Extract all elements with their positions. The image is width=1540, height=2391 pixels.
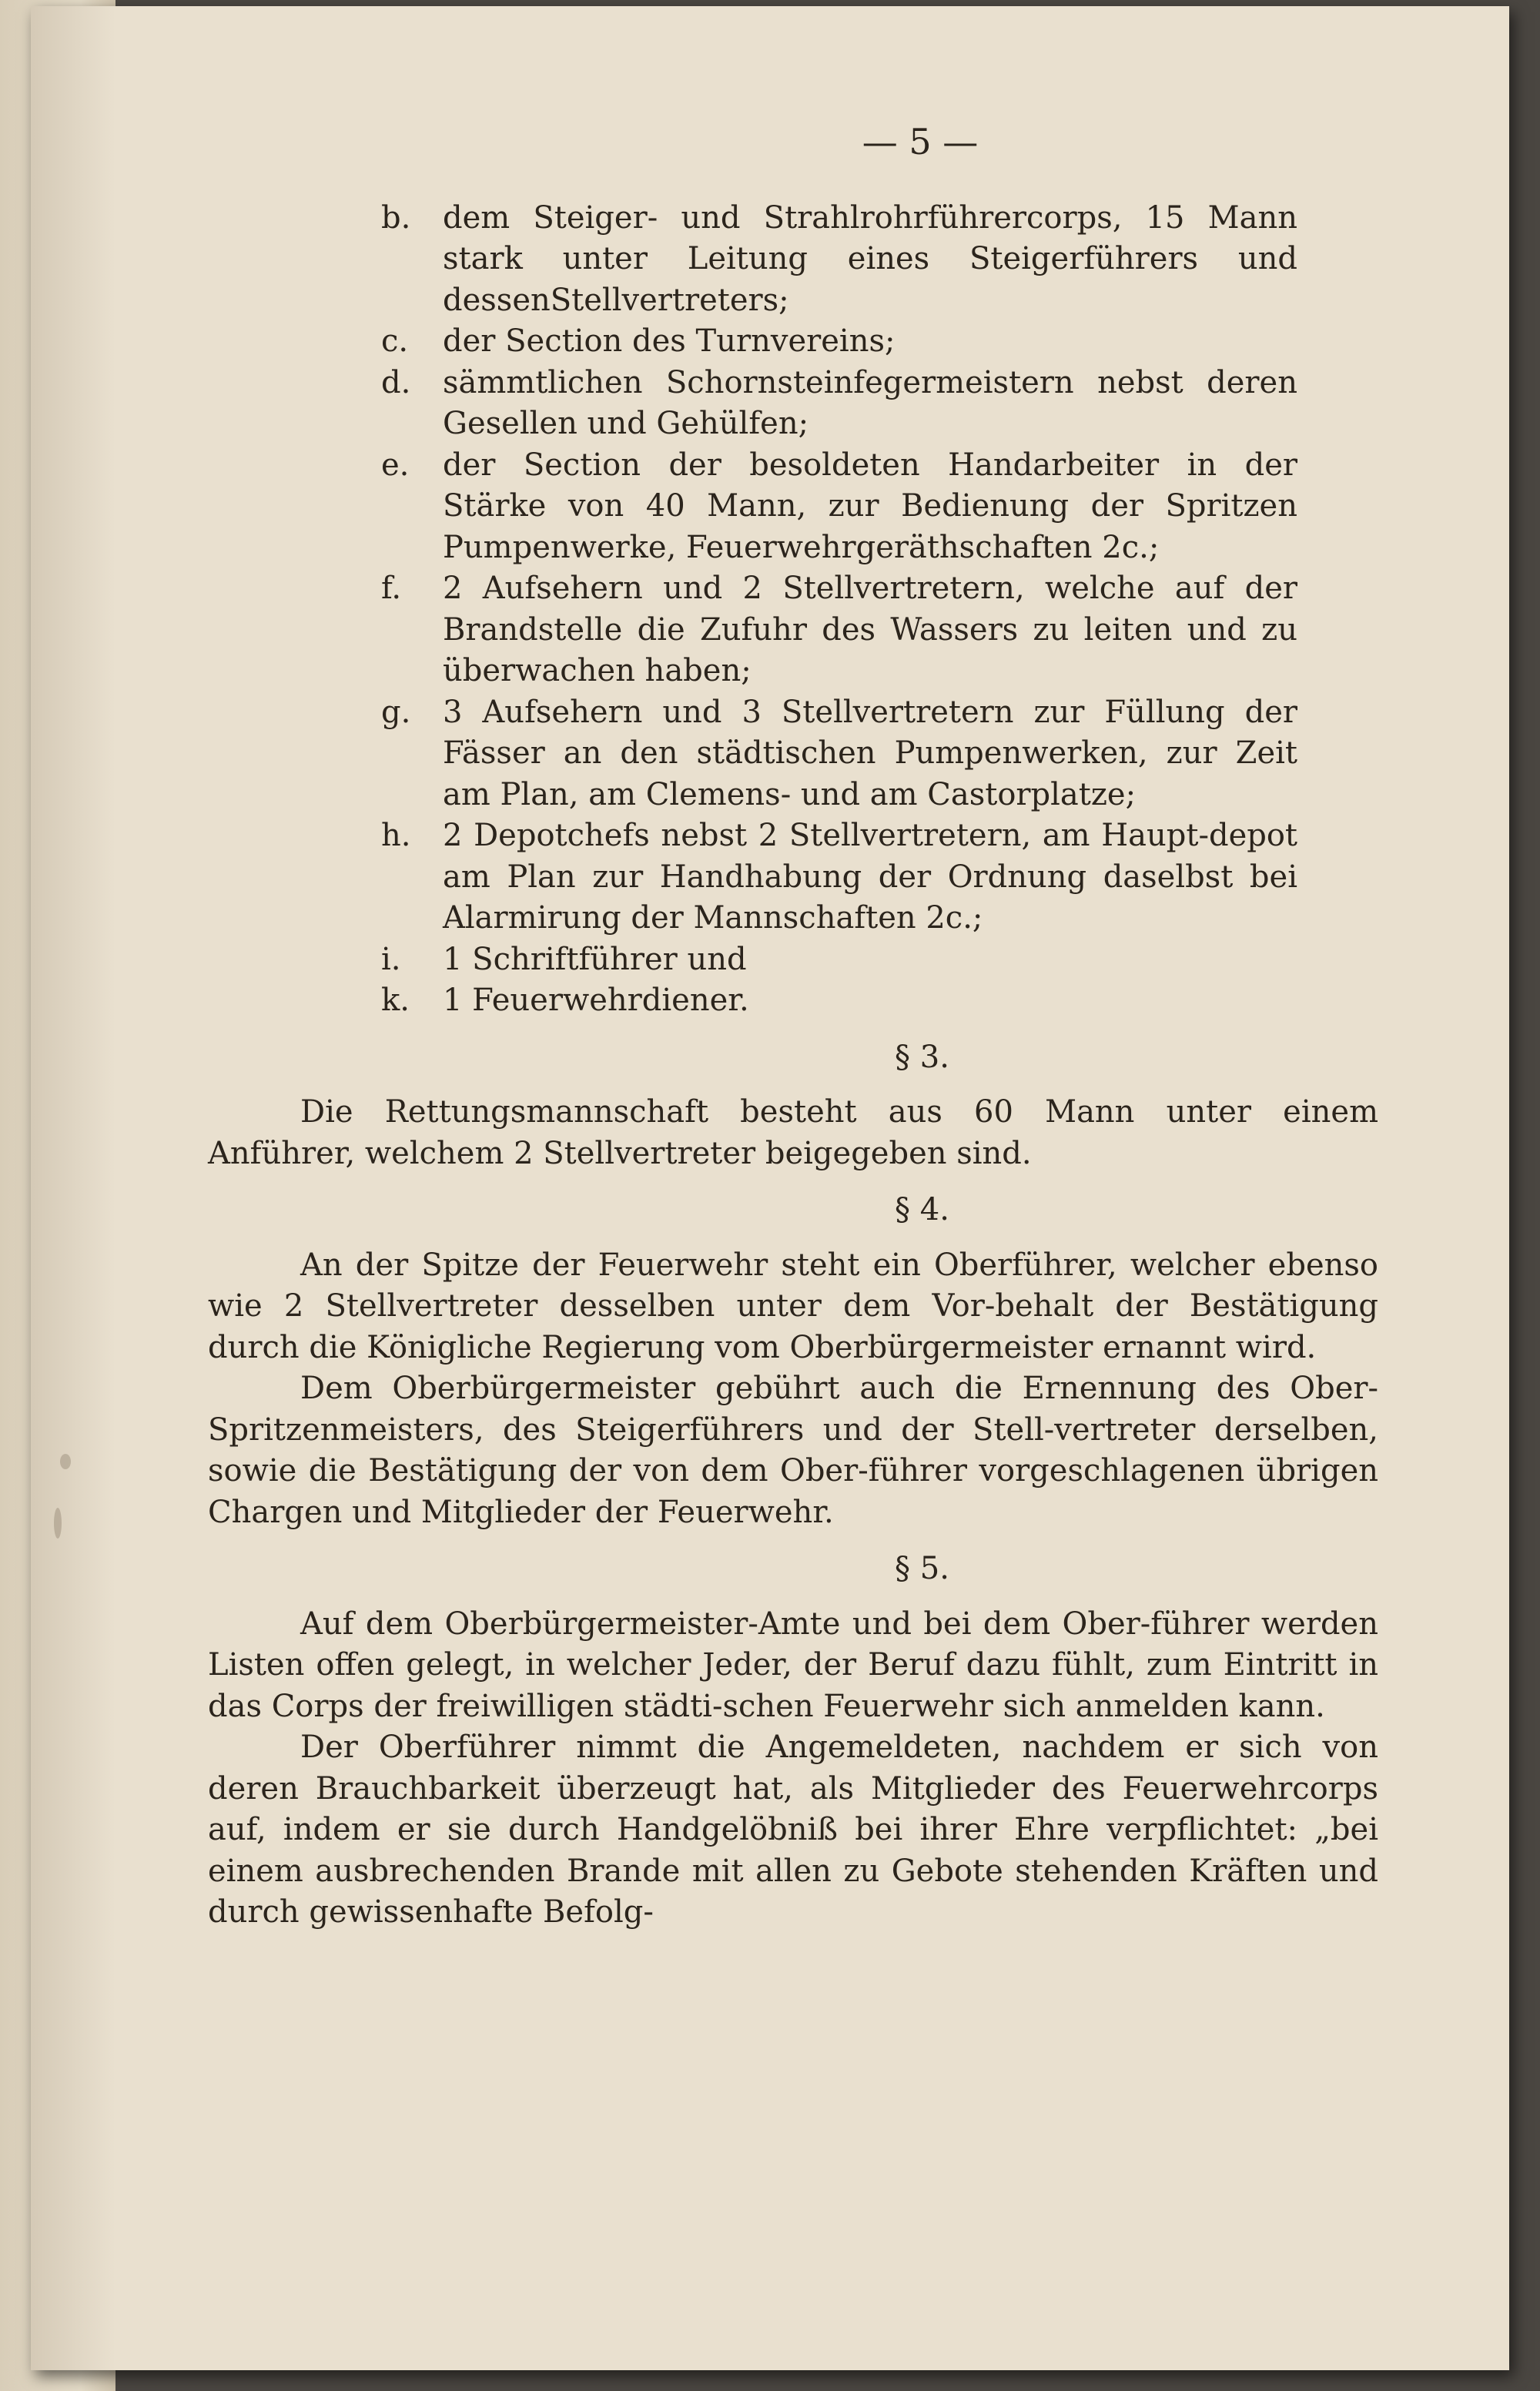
section-heading-5: § 5. <box>895 1551 949 1586</box>
list-item-text: 1 Feuerwehrdiener. <box>443 983 749 1018</box>
enumerated-list <box>381 198 1297 1022</box>
list-item-text: der Section des Turnvereins; <box>443 323 896 359</box>
list-marker: h. <box>381 818 411 853</box>
list-item <box>381 980 1297 1022</box>
list-item-text: der Section der besoldeten Handarbeiter in der Stärke von 40 Mann, zur Bedienung der Spritzen Pumpenwerke, Feuerwehrgeräthschaften 2c.; <box>443 447 1297 565</box>
list-marker: d. <box>381 364 411 400</box>
list-item <box>381 939 1297 981</box>
list-marker: k. <box>381 983 410 1018</box>
list-item <box>381 363 1297 445</box>
paragraph: Der Oberführer nimmt die Angemeldeten, nachdem er sich von deren Brauchbarkeit überzeugt hat, als Mitglieder des Feuerwehrcorps auf, indem er sie durch Handgelöbniß bei ihrer Ehre verpflichtet: „bei einem ausbrechenden Brande mit allen zu Gebote stehenden Kräften und durch gewissenhafte Befolg- <box>208 1730 1378 1930</box>
page-content <box>177 121 1378 1934</box>
list-item-text: dem Steiger- und Strahlrohrführercorps, 15 Mann stark unter Leitung eines Steigerführers und dessenStellvertreters; <box>443 199 1297 318</box>
list-marker: e. <box>381 447 410 483</box>
list-item <box>381 445 1297 569</box>
list-marker: b. <box>381 199 411 236</box>
section-heading-3: § 3. <box>895 1039 949 1075</box>
list-item-text: 3 Aufsehern und 3 Stellvertretern zur Füllung der Fässer an den städtischen Pumpenwerken, zur Zeit am Plan, am Clemens- und am Castorplatze; <box>443 694 1297 812</box>
paragraph: Auf dem Oberbürgermeister-Amte und bei dem Ober-führer werden Listen offen gelegt, in welcher Jeder, der Beruf dazu fühlt, zum Eintritt in das Corps der freiwilligen städti-schen Feuerwehr sich anmelden kann. <box>208 1606 1378 1724</box>
document-page <box>31 6 1509 2370</box>
paper-stain <box>60 1454 71 1469</box>
list-item-text: sämmtlichen Schornsteinfegermeistern nebst deren Gesellen und Gehülfen; <box>443 364 1297 441</box>
list-marker: c. <box>381 323 409 359</box>
list-marker: i. <box>381 941 401 977</box>
paragraph: An der Spitze der Feuerwehr steht ein Oberführer, welcher ebenso wie 2 Stellvertreter desselben unter dem Vor-behalt der Bestätigung durch die Königliche Regierung vom Oberbürgermeister ernannt wird. <box>208 1247 1378 1365</box>
paragraph: Die Rettungsmannschaft besteht aus 60 Mann unter einem Anführer, welchem 2 Stellvertreter beigegeben sind. <box>208 1094 1378 1171</box>
list-item <box>381 692 1297 816</box>
list-item <box>381 321 1297 363</box>
list-item-text: 1 Schriftführer und <box>443 941 747 977</box>
list-item-text: 2 Depotchefs nebst 2 Stellvertretern, am Haupt-depot am Plan zur Handhabung der Ordnung daselbst bei Alarmirung der Mannschaften 2c.; <box>443 818 1297 936</box>
section-heading-4: § 4. <box>895 1192 949 1227</box>
paper-stain <box>54 1508 62 1539</box>
list-marker: g. <box>381 694 411 730</box>
list-item <box>381 198 1297 322</box>
list-marker: f. <box>381 571 402 606</box>
paragraph: Dem Oberbürgermeister gebührt auch die Ernennung des Ober-Spritzenmeisters, des Steigerführers und der Stell-vertreter derselben, sowie die Bestätigung der von dem Ober-führer vorgeschlagenen übrigen Chargen und Mitglieder der Feuerwehr. <box>208 1371 1378 1530</box>
list-item-text: 2 Aufsehern und 2 Stellvertretern, welche auf der Brandstelle die Zufuhr des Wassers zu leiten und zu überwachen haben; <box>443 571 1297 688</box>
list-item <box>381 568 1297 692</box>
page-number: — 5 — <box>862 121 979 162</box>
list-item <box>381 815 1297 939</box>
